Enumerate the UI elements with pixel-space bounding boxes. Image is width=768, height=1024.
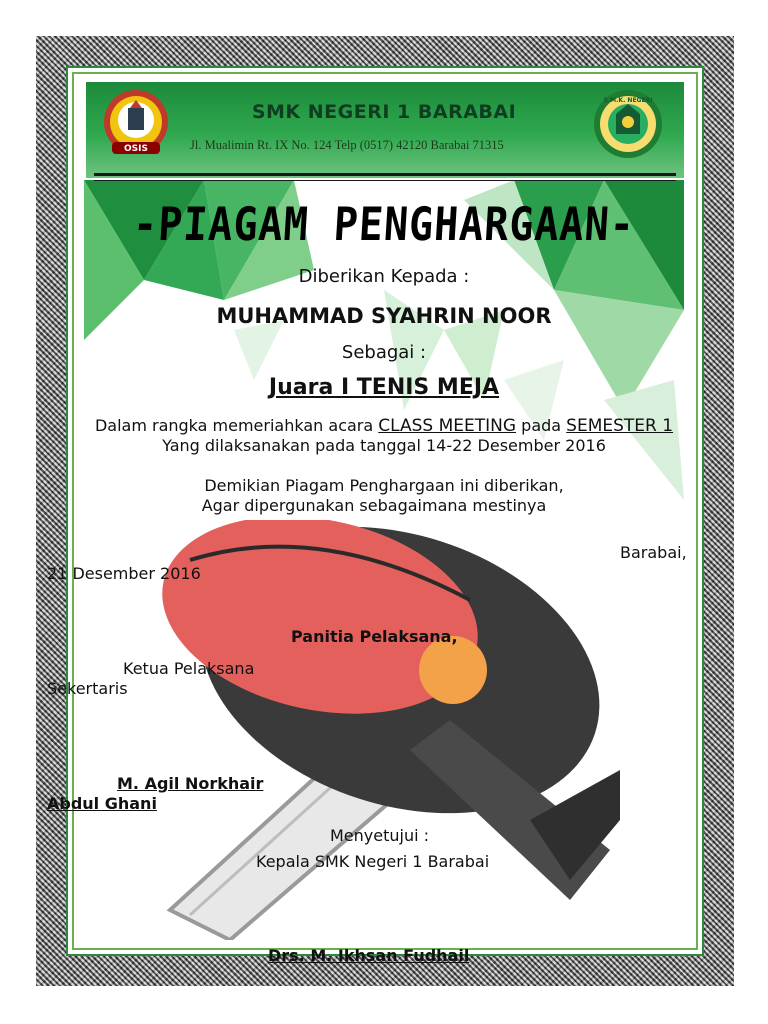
place-text: Barabai, — [620, 543, 687, 562]
principal-name: Drs. M. Ikhsan Fudhail — [268, 946, 470, 965]
given-to-label: Diberikan Kepada : — [298, 266, 470, 287]
approval-role: Kepala SMK Negeri 1 Barabai — [256, 852, 490, 871]
header-divider — [94, 173, 676, 176]
school-address: Jl. Mualimin Rt. IX No. 124 Telp (0517) 42120 Barabai 71315 — [190, 138, 504, 152]
event-name: CLASS MEETING — [378, 416, 517, 436]
school-name: SMK NEGERI 1 BARABAI — [251, 101, 517, 123]
as-label: Sebagai : — [341, 342, 427, 363]
table-tennis-paddle-icon — [150, 520, 620, 940]
award-text: Juara I TENIS MEJA — [268, 375, 500, 400]
event-date-line: Yang dilaksanakan pada tanggal 14-22 Desember 2016 — [162, 436, 606, 455]
svg-text:S.M.K. NEGERI: S.M.K. NEGERI — [603, 97, 653, 104]
school-logo-icon — [590, 88, 666, 160]
closing-line-2: Agar dipergunakan sebagaimana mestinya — [201, 496, 547, 515]
semester-name: SEMESTER 1 — [566, 416, 674, 436]
osis-logo-icon — [100, 88, 172, 160]
date-text: 21 Desember 2016 — [47, 564, 201, 583]
chair-name: M. Agil Norkhair — [117, 774, 264, 793]
event-context — [0, 416, 768, 436]
award-title — [0, 375, 768, 400]
svg-text:OSIS: OSIS — [124, 144, 148, 154]
context-middle: pada — [521, 416, 562, 435]
approval-label: Menyetujui : — [330, 826, 430, 845]
context-prefix: Dalam rangka memeriahkan acara — [94, 416, 374, 435]
secretary-role: Sekertaris — [47, 679, 128, 698]
certificate-title: -PIAGAM PENGHARGAAN- — [131, 198, 637, 252]
chair-role: Ketua Pelaksana — [123, 659, 255, 678]
committee-label: Panitia Pelaksana, — [291, 627, 458, 646]
secretary-name: Abdul Ghani — [47, 794, 157, 813]
recipient-name: MUHAMMAD SYAHRIN NOOR — [216, 304, 552, 328]
closing-line-1: Demikian Piagam Penghargaan ini diberikan, — [204, 476, 564, 495]
header-divider-thin — [94, 180, 676, 181]
